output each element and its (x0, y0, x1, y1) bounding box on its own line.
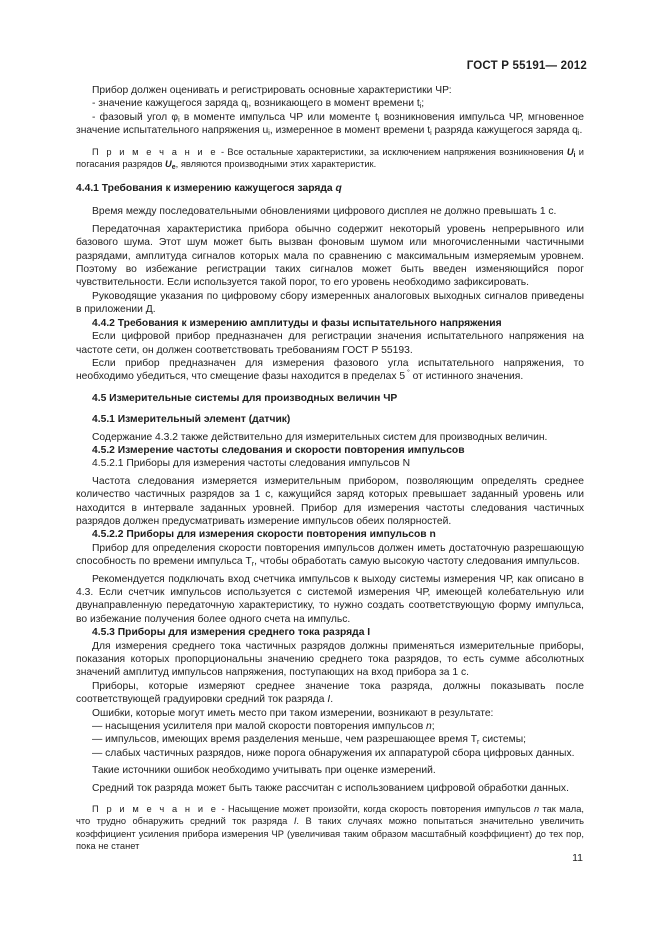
heading-4-4-1: 4.4.1 Требования к измерению кажущегося заряда q (76, 183, 342, 195)
heading-4-5: 4.5 Измерительные системы для производных величин ЧР (92, 392, 398, 404)
list-item-saturation: — насыщения усилителя при малой скорости повторения импульсов n; (92, 721, 435, 733)
page-number: 11 (572, 852, 583, 864)
document-header: ГОСТ Р 55191— 2012 (466, 60, 587, 72)
intro-list-item-charge: - значение кажущегося заряда $q_i$, возникающего в момент времени $t_i$; (92, 98, 425, 111)
page-content (76, 84, 584, 852)
paragraph-average-current: Для измерения среднего тока частичных разрядов должны применяться измерительные приборы, показания которых пропорциональны значению среднего тока разрядов, то есть сумме абсолютных значений амплитуд импульсов напряжения, поступающих на вход прибора за 1 с. (76, 640, 584, 679)
paragraph-error-sources: Такие источники ошибок необходимо учитывать при оценке измерений. (92, 765, 436, 777)
heading-4-5-2: 4.5.2 Измерение частоты следования и скорости повторения импульсов (92, 444, 465, 456)
paragraph-guidance: Руководящие указания по цифровому сбору измеренных аналоговых выходных сигналов приведены в приложении Д. (76, 290, 584, 316)
list-item-resolution: — импульсов, имеющих время разделения меньше, чем разрешающее время $T_r$ системы; (92, 734, 526, 747)
subheading-4-5-2-1: 4.5.2.1 Приборы для измерения частоты следования импульсов N (92, 458, 411, 470)
heading-4-5-3: 4.5.3 Приборы для измерения среднего тока разряда I (92, 627, 371, 639)
paragraph-errors: Ошибки, которые могут иметь место при таком измерении, возникают в результате: (92, 707, 494, 719)
paragraph-digital-processing: Средний ток разряда может быть также рассчитан с использованием цифровой обработки данных. (92, 782, 569, 794)
intro-list-item-phase: - фазовый угол $\varphi_i$ в моменте импульса ЧР или моменте $t_i$ возникновения импульса ЧР, мгновенное значение испытательного напряжения $u_i$, измеренное в момент времени $t_i$ разряда кажущегося заряда $q_i$. (76, 111, 584, 138)
subheading-4-5-2-2: 4.5.2.2 Приборы для измерения скорости повторения импульсов n (92, 529, 436, 541)
paragraph-voltage-registration: Если цифровой прибор предназначен для регистрации значения испытательного напряжения на частоте сети, он должен соответствовать требованиям ГОСТ Р 55193. (76, 331, 584, 356)
list-item-weak-discharges: — слабых частичных разрядов, ниже порога обнаружения их аппаратурой сбора цифровых данных. (92, 747, 575, 759)
intro-paragraph: Прибор должен оценивать и регистрировать основные характеристики ЧР: (92, 85, 452, 96)
heading-4-4-2: 4.4.2 Требования к измерению амплитуды и фазы испытательного напряжения (92, 317, 502, 329)
paragraph-calibration: Приборы, которые измеряют среднее значение тока разряда, должны показывать после соответствующей градуировки средний ток разряда I. (76, 680, 584, 706)
note-characteristics: П р и м е ч а н и е - Все остальные характеристики, за исключением напряжения возникновения $U_i$ и погасания разрядов $U_e$, являются производными этих характеристик. (76, 146, 585, 171)
heading-4-5-1: 4.5.1 Измерительный элемент (датчик) (92, 414, 291, 426)
paragraph-display-update: Время между последовательными обновлениями цифрового дисплея не должно превышать 1 с. (92, 206, 557, 218)
paragraph-transfer-characteristic: Передаточная характеристика прибора обычно содержит некоторый уровень непрерывного или базового шума. Этот шум может быть вызван фоновым шумом или многочисленными частичными разрядами, амплитуда сигналов которых мала по сравнению с максимальным измеряемым уровнем. Поэтому во избежание регистрации таких сигналов может быть введен изменяющийся порог чувствительности. Если используется такой порог, то его уровень необходимо зафиксировать. (76, 223, 584, 289)
paragraph-phase-angle: Если прибор предназначен для измерения фазового угла испытательного напряжения, то необходимо убедиться, что смещение фазы находится в пределах 5 ° от истинного значения. (76, 357, 584, 383)
note-saturation: П р и м е ч а н и е - Насыщение может произойти, когда скорость повторения импульсов n так мала, что трудно обнаружить средний ток разряда I. В таких случаях можно попытаться значительно увеличить коэффициент усиления прибора измерения ЧР (увеличивая таким образом масштабный коэффициент) до тех пор, пока не станет (76, 804, 584, 851)
paragraph-repetition-rate: Прибор для определения скорости повторения импульсов должен иметь достаточную разрешающую способность по времени импульса $T_r$, чтобы обработать самую высокую частоту следования импульсов. (76, 542, 584, 569)
paragraph-pulse-frequency: Частота следования измеряется измерительным прибором, позволяющим определять среднее количество частичных разрядов за 1 с, кажущийся заряд которых превышает заданный уровень или находится в интервале заданных уровней. Прибор для измерения частоты следования частичных разрядов должен предусматривать измерение импульсов обеих полярностей. (76, 475, 584, 527)
paragraph-sensor: Содержание 4.3.2 также действительно для измерительных систем для производных величин. (92, 431, 548, 443)
paragraph-counter-connection: Рекомендуется подключать вход счетчика импульсов к выходу системы измерения ЧР, как описано в 4.3. Если счетчик импульсов используется с системой измерения ЧР, имеющей колебательную или двунаправленную передаточную характеристику, то нужно создать соответствующую форму импульса, во избежание получения более одного счета на импульс. (76, 573, 584, 625)
